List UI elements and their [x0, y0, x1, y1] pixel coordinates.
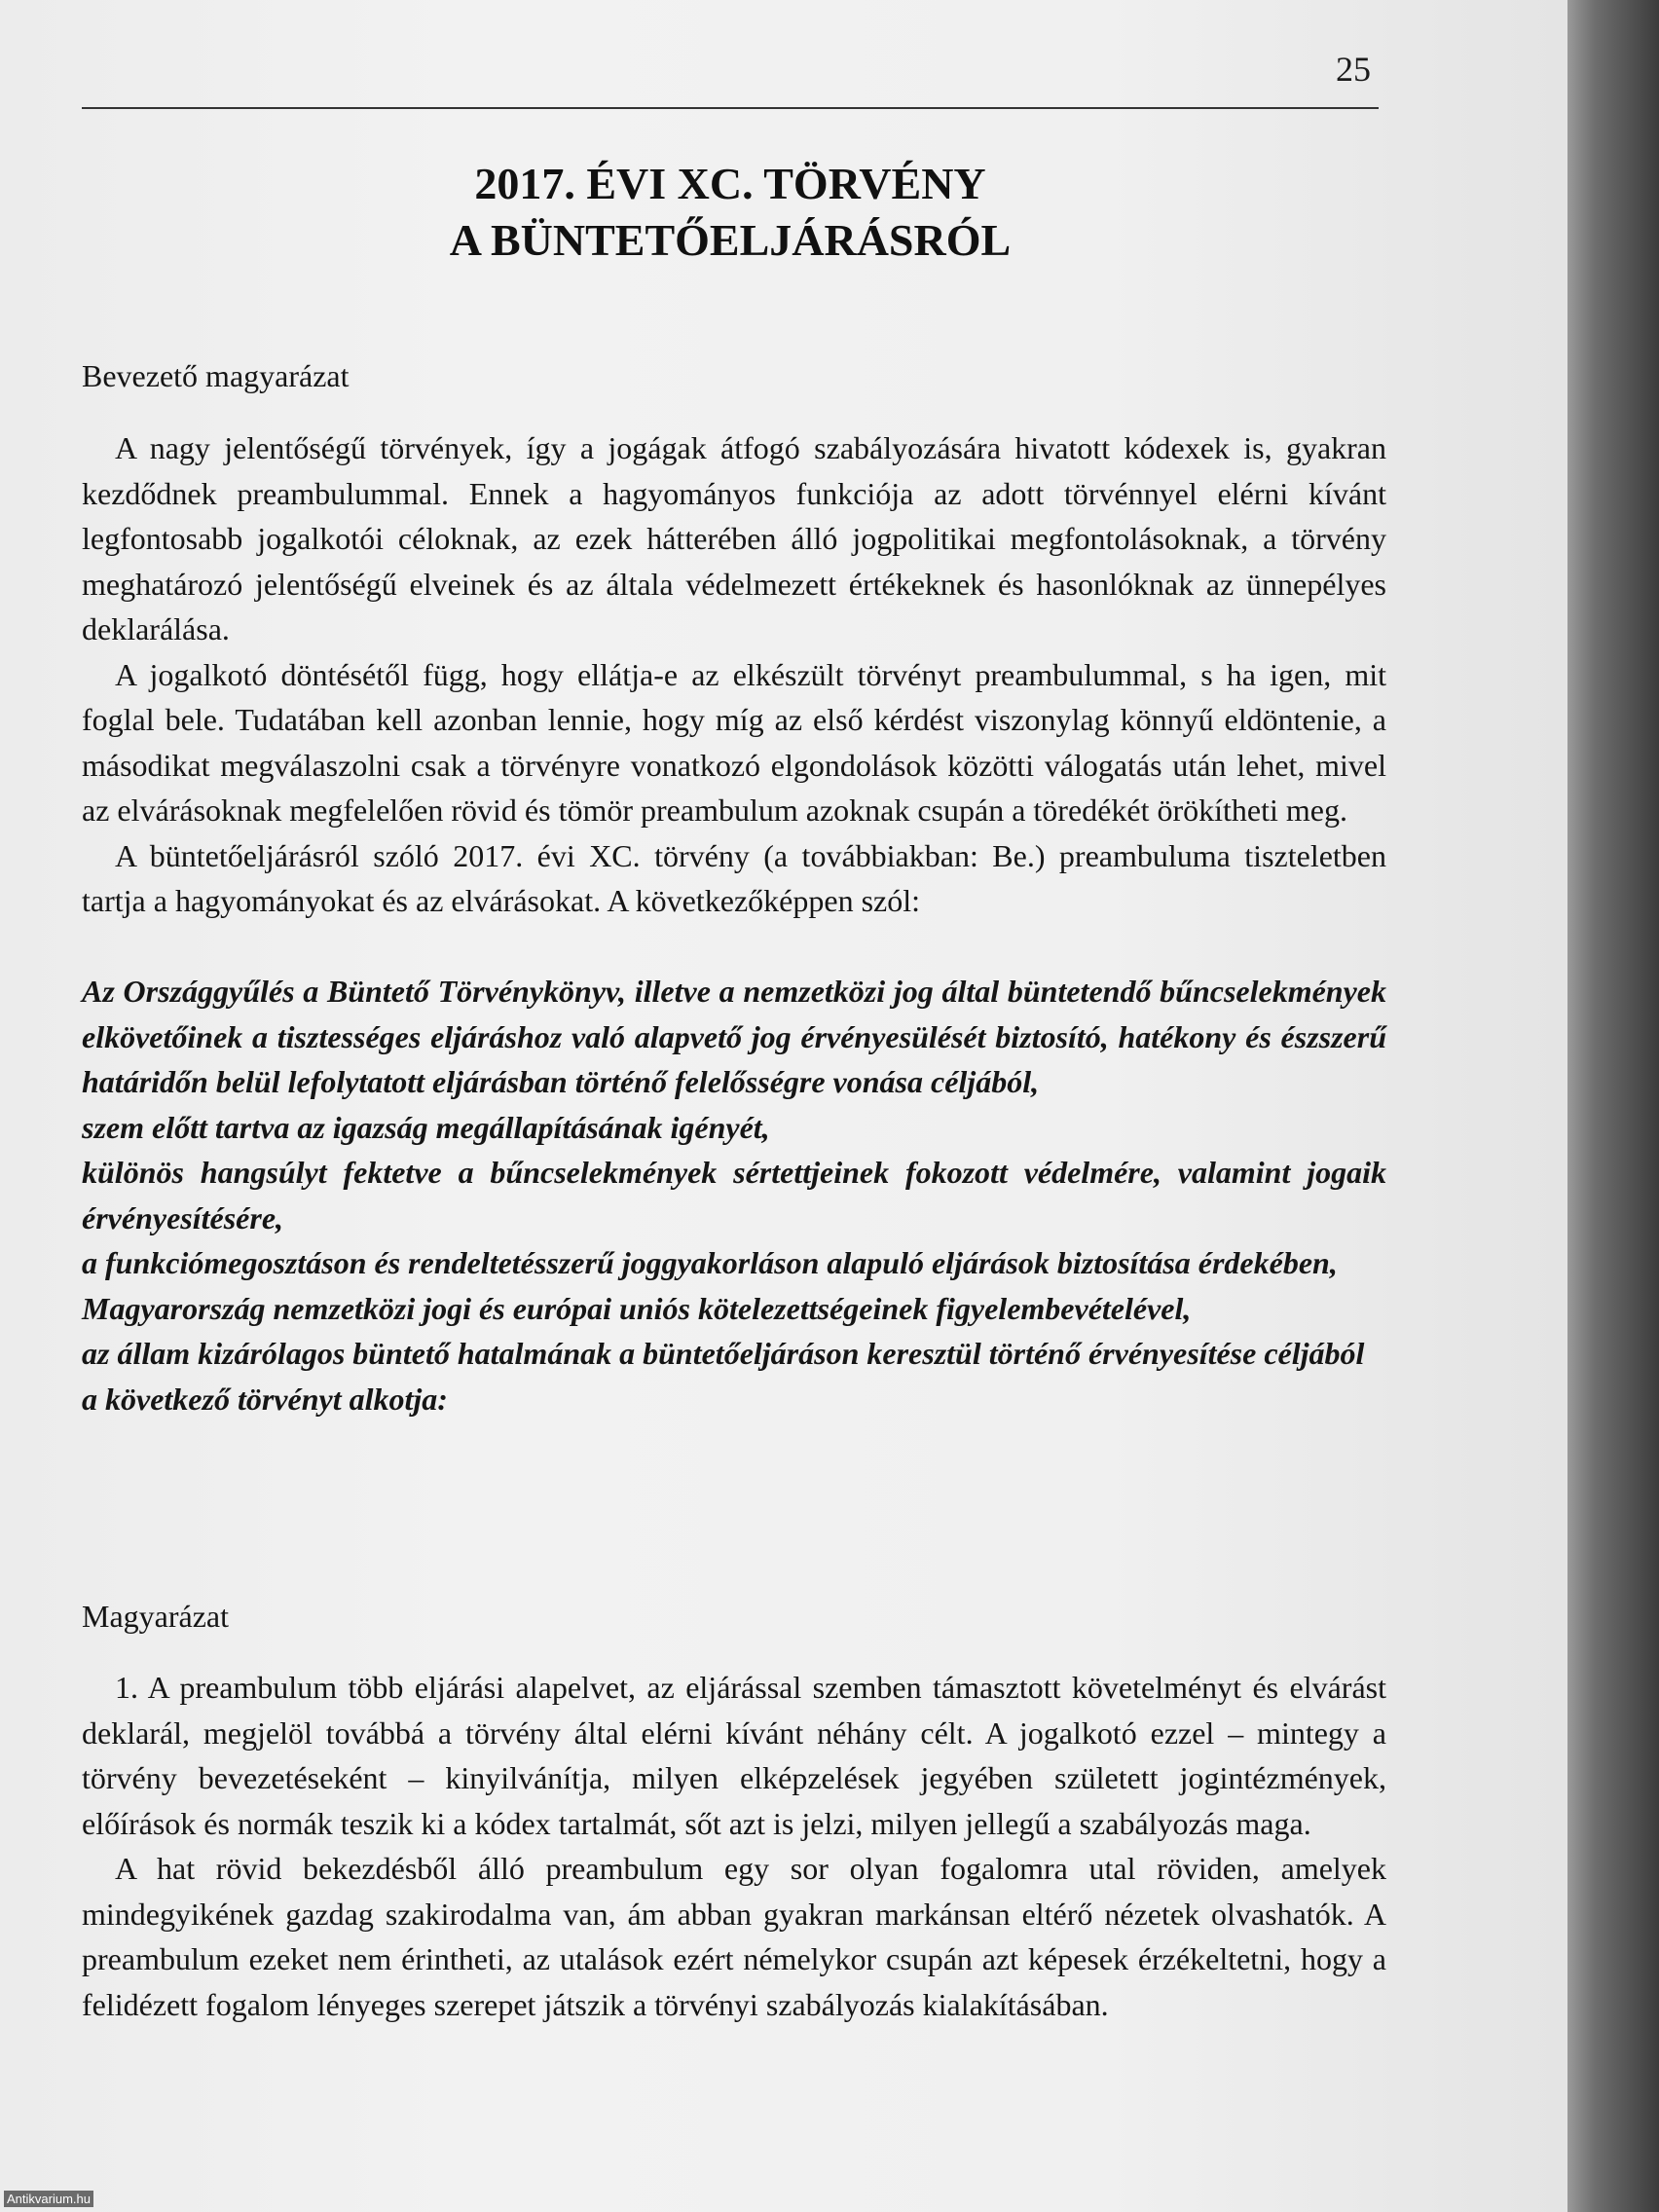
preamble-line: a funkciómegosztáson és rendeltetésszerű joggyakorláson alapuló eljárások biztosítása érdekében,	[82, 1245, 1338, 1280]
preamble-line: Az Országgyűlés a Büntető Törvénykönyv, illetve a nemzetközi jog által büntetendő bűncselekmények elkövetőinek a tisztességes eljáráshoz való alapvető jog érvényesülését biztosító, hatékony és észszerű határidőn belül lefolytatott eljárásban történő felelősségre vonása céljából,	[82, 974, 1386, 1099]
explanation-paragraph: A hat rövid bekezdésből álló preambulum egy sor olyan fogalomra utal röviden, amelyek mindegyikének gazdag szakirodalma van, ám abban gyakran markánsan eltérő nézetek olvashatók. A preambulum ezeket nem érintheti, az utalások ezért némelykor csupán azt képesek érzékeltetni, hogy a felidézett fogalom lényeges szerepet játszik a törvényi szabályozás kialakításában.	[82, 1851, 1386, 2022]
watermark: Antikvarium.hu	[4, 2191, 93, 2207]
page-edge-shadow	[1567, 0, 1659, 2212]
preamble-line: Magyarország nemzetközi jogi és európai uniós kötelezettségeinek figyelembevételével,	[82, 1290, 1192, 1326]
intro-heading: Bevezető magyarázat	[82, 358, 350, 393]
page-number: 25	[1336, 50, 1371, 89]
explanation-paragraph: 1. A preambulum több eljárási alapelvet, az eljárással szemben támasztott követelményt és elvárást deklarál, megjelöl továbbá a törvény által elérni kívánt néhány célt. A jogalkotó ezzel – mintegy a törvény bevezetéseként – kinyilvánítja, milyen elképzelések jegyében született jogintézmények, előírások és normák teszik ki a kódex tartalmát, sőt azt is jelzi, milyen jellegű a szabályozás maga.	[82, 1670, 1386, 1841]
page-title	[82, 156, 1379, 269]
explanation-section	[82, 1665, 1386, 2027]
intro-paragraph: A büntetőeljárásról szóló 2017. évi XC. törvény (a továbbiakban: Be.) preambuluma tiszteletben tartja a hagyományokat és az elvárásokat. A következőképpen szól:	[82, 837, 1386, 918]
intro-paragraph: A nagy jelentőségű törvények, így a jogágak átfogó szabályozására hivatott kódexek is, gyakran kezdődnek preambulummal. Ennek a hagyományos funkciója az adott törvénnyel elérni kívánt legfontosabb jogalkotói céloknak, az ezek hátterében álló jogpolitikai megfontolásoknak, a törvény meghatározó jelentőségű elveinek és az általa védelmezett értékeknek és hasonlóknak az ünnepélyes deklarálása.	[82, 430, 1386, 646]
title-line-1: 2017. ÉVI XC. TÖRVÉNY	[474, 159, 986, 208]
intro-paragraph: A jogalkotó döntésétől függ, hogy ellátja-e az elkészült törvényt preambulummal, s ha igen, mit foglal bele. Tudatában kell azonban lennie, hogy míg az első kérdést viszonylag könnyű eldöntenie, a másodikat megválaszolni csak a törvényre vonatkozó elgondolások közötti válogatás után lehet, mivel az elvárásoknak megfelelően rövid és tömör preambulum azoknak csupán a töredékét örökítheti meg.	[82, 656, 1386, 828]
preamble-line: szem előtt tartva az igazság megállapításának igényét,	[82, 1109, 770, 1145]
title-line-2: A BÜNTETŐELJÁRÁSRÓL	[449, 215, 1012, 265]
explanation-heading: Magyarázat	[82, 1599, 230, 1634]
header-rule	[82, 107, 1379, 109]
preamble-line: különös hangsúlyt fektetve a bűncselekmények sértettjeinek fokozott védelmére, valamint jogaik érvényesítésére,	[82, 1155, 1386, 1235]
preamble-line: az állam kizárólagos büntető hatalmának a büntetőeljáráson keresztül történő érvényesítése céljából	[82, 1336, 1365, 1371]
intro-section	[82, 425, 1386, 924]
preamble-line: a következő törvényt alkotja:	[82, 1381, 448, 1417]
preamble-text	[82, 969, 1386, 1421]
